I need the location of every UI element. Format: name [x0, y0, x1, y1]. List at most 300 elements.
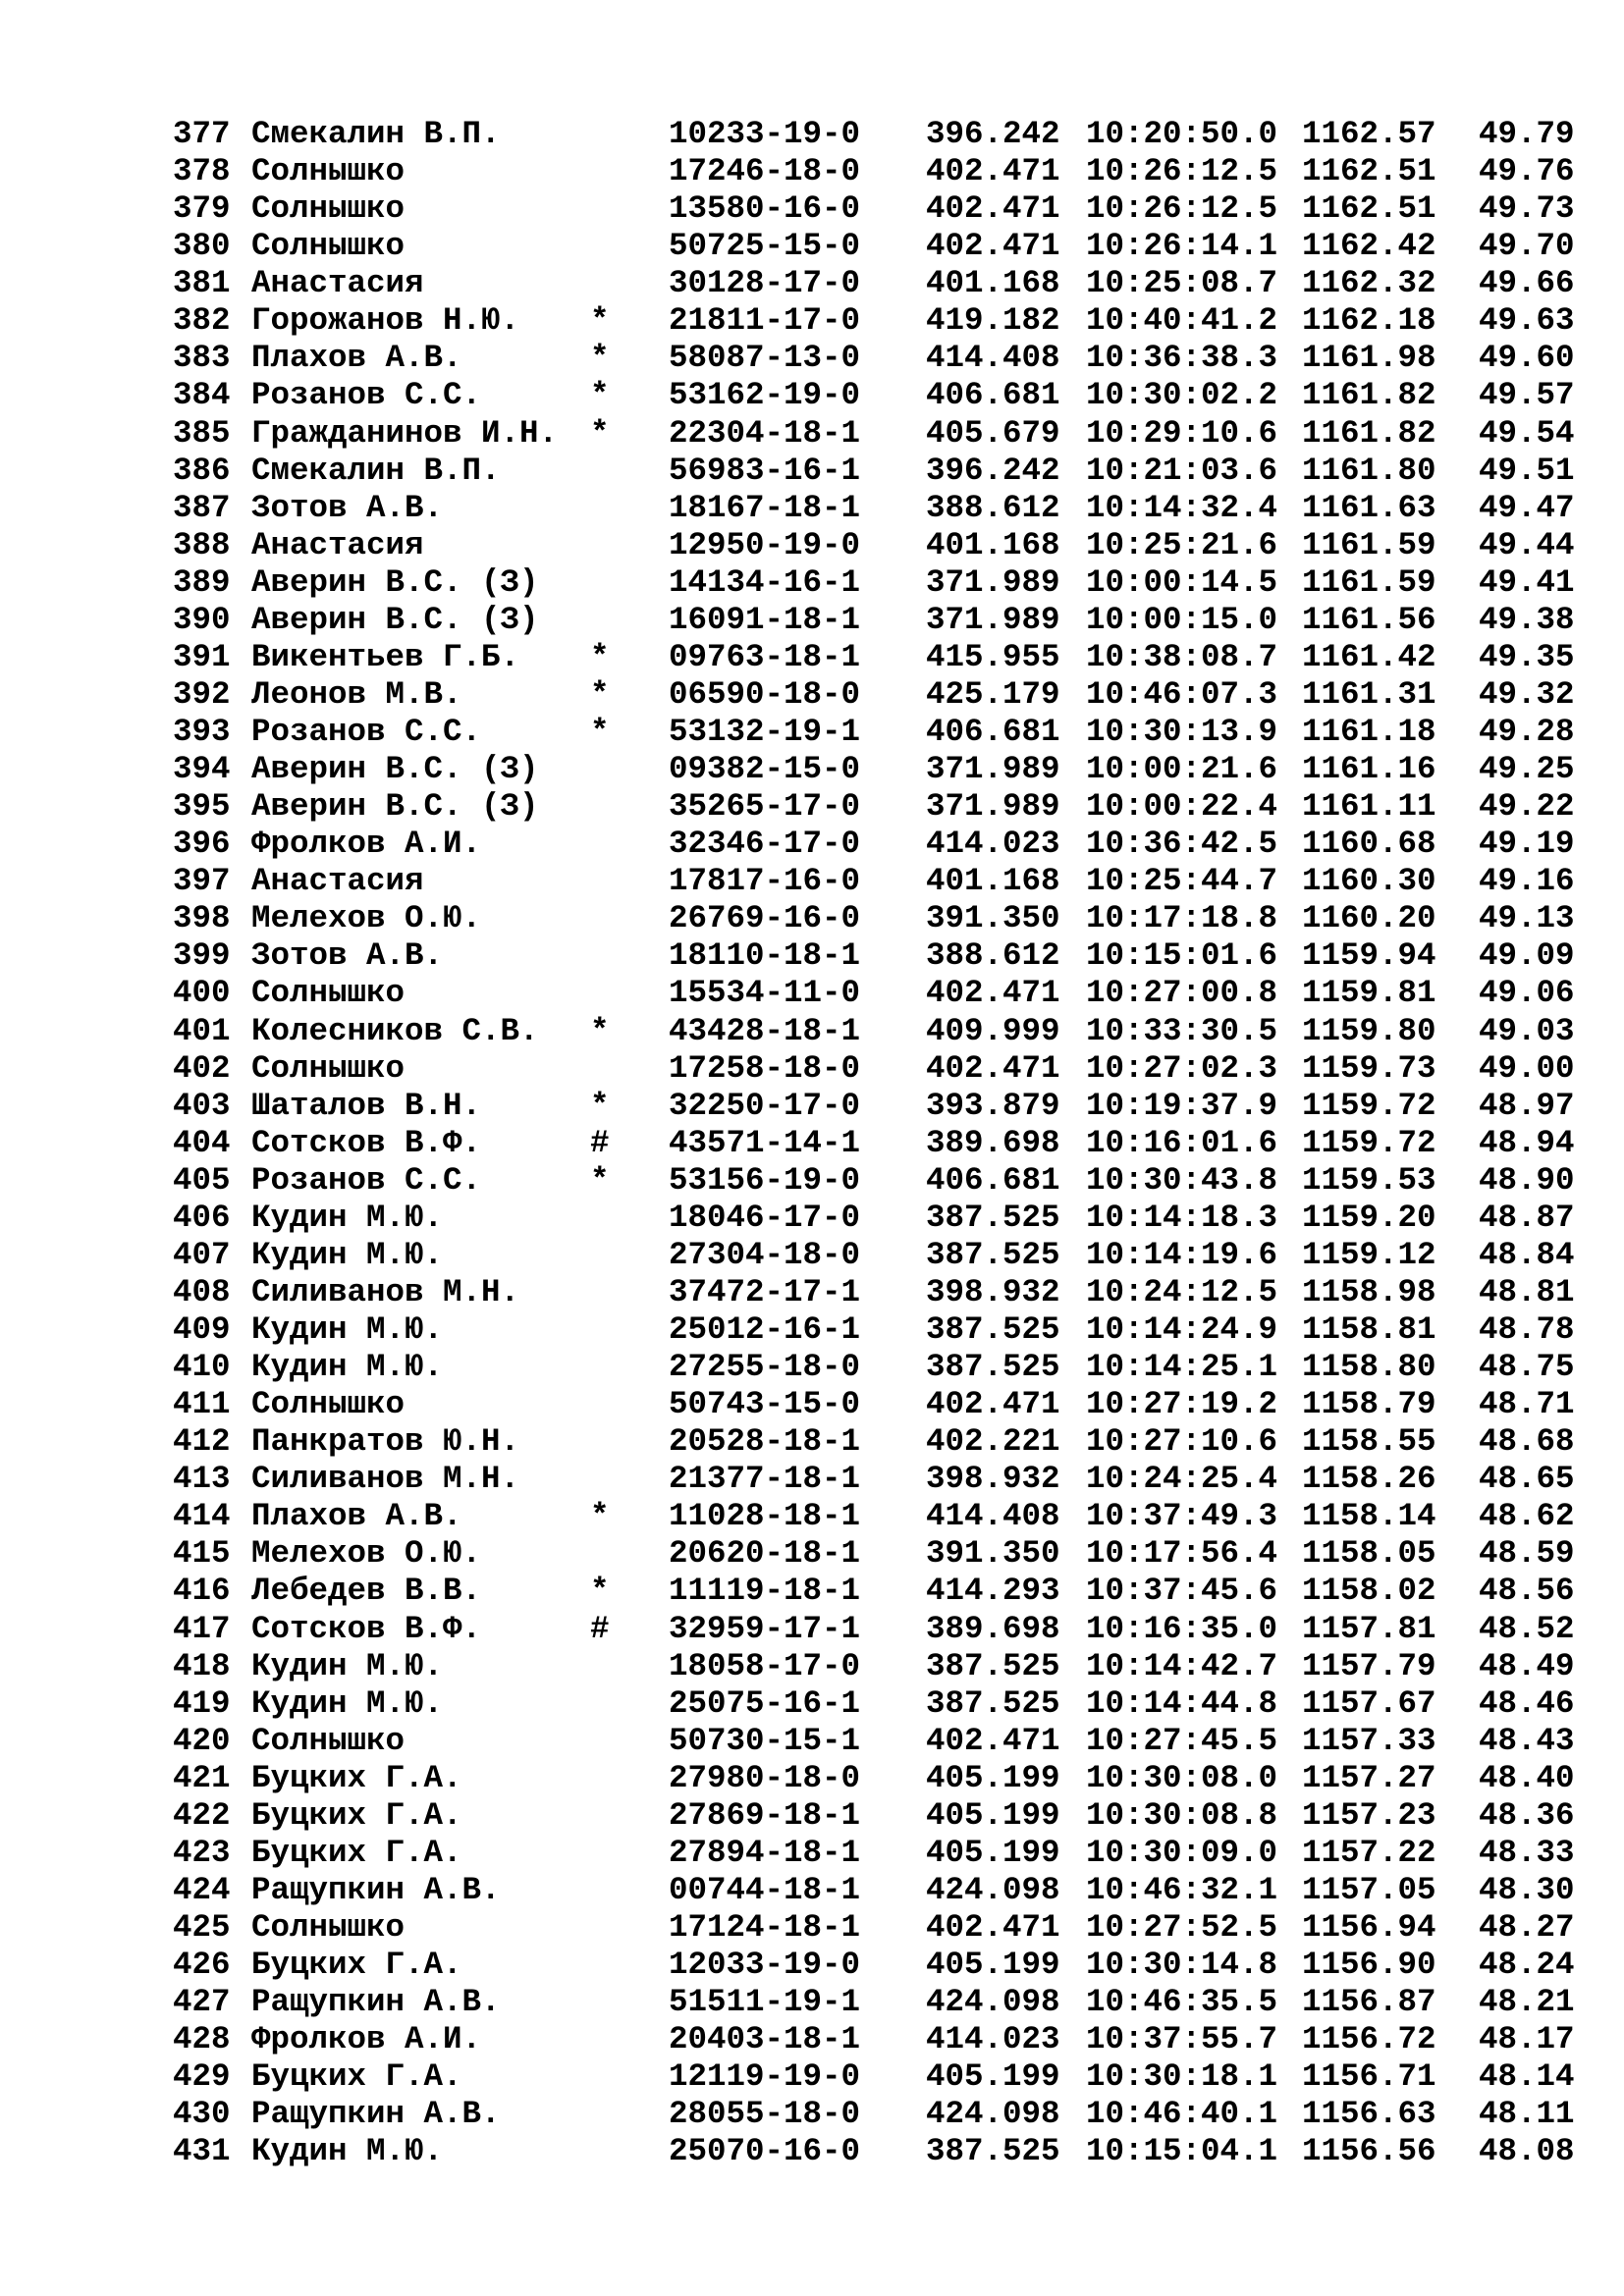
row-mark: *	[590, 714, 610, 750]
row-number: 418	[173, 1647, 231, 1684]
arrival-time: 10:30:08.8	[1086, 1796, 1278, 1834]
arrival-time: 10:25:21.6	[1086, 526, 1278, 563]
row-number: 423	[173, 1834, 231, 1871]
distance: 414.023	[926, 826, 1060, 863]
table-row	[173, 415, 1587, 453]
row-number: 378	[173, 153, 231, 190]
score: 48.75	[1479, 1349, 1575, 1386]
row-number: 398	[173, 900, 231, 937]
distance: 402.471	[926, 190, 1060, 228]
owner-name: Солнышко	[251, 1909, 406, 1946]
table-row	[173, 1162, 1587, 1200]
arrival-time: 10:14:19.6	[1086, 1236, 1278, 1273]
score: 48.90	[1479, 1161, 1575, 1199]
score: 49.32	[1479, 675, 1575, 713]
ring-number: 25012-16-1	[669, 1311, 861, 1348]
row-number: 380	[173, 228, 231, 265]
distance: 402.471	[926, 1386, 1060, 1423]
arrival-time: 10:38:08.7	[1086, 638, 1278, 675]
distance: 389.698	[926, 1124, 1060, 1161]
ring-number: 00744-18-1	[669, 1871, 861, 1908]
score: 48.59	[1479, 1535, 1575, 1573]
arrival-time: 10:30:09.0	[1086, 1834, 1278, 1871]
table-row	[173, 1760, 1587, 1797]
score: 49.57	[1479, 377, 1575, 414]
row-number: 427	[173, 1984, 231, 2021]
distance: 402.471	[926, 975, 1060, 1012]
distance: 405.199	[926, 1796, 1060, 1834]
owner-name: Солнышко	[251, 1049, 406, 1087]
owner-name: Солнышко	[251, 190, 406, 228]
speed: 1158.05	[1302, 1535, 1436, 1573]
distance: 371.989	[926, 751, 1060, 788]
ring-number: 26769-16-0	[669, 900, 861, 937]
row-number: 428	[173, 2021, 231, 2058]
row-number: 400	[173, 975, 231, 1012]
speed: 1159.73	[1302, 1049, 1436, 1087]
score: 48.36	[1479, 1796, 1575, 1834]
score: 48.71	[1479, 1386, 1575, 1423]
owner-name: Фролков А.И.	[251, 2021, 482, 2058]
row-number: 430	[173, 2096, 231, 2133]
speed: 1156.63	[1302, 2096, 1436, 2133]
score: 49.00	[1479, 1049, 1575, 1087]
distance: 401.168	[926, 526, 1060, 563]
ring-number: 13580-16-0	[669, 190, 861, 228]
arrival-time: 10:19:37.9	[1086, 1087, 1278, 1124]
score: 48.81	[1479, 1273, 1575, 1310]
speed: 1161.18	[1302, 714, 1436, 750]
score: 48.08	[1479, 2133, 1575, 2170]
arrival-time: 10:00:15.0	[1086, 601, 1278, 638]
arrival-time: 10:24:25.4	[1086, 1461, 1278, 1498]
table-row	[173, 788, 1587, 826]
speed: 1159.80	[1302, 1012, 1436, 1049]
speed: 1159.72	[1302, 1087, 1436, 1124]
owner-name: Леонов М.В.	[251, 675, 462, 713]
distance: 406.681	[926, 1161, 1060, 1199]
distance: 398.932	[926, 1273, 1060, 1310]
table-row	[173, 1311, 1587, 1349]
ring-number: 11119-18-1	[669, 1573, 861, 1610]
table-row	[173, 1498, 1587, 1535]
owner-name: Плахов А.В.	[251, 1498, 462, 1535]
owner-name: Силиванов М.Н.	[251, 1273, 520, 1310]
arrival-time: 10:15:01.6	[1086, 937, 1278, 975]
row-number: 415	[173, 1535, 231, 1573]
owner-name: Ращупкин А.В.	[251, 1871, 501, 1908]
table-row	[173, 1947, 1587, 1984]
arrival-time: 10:27:19.2	[1086, 1386, 1278, 1423]
row-mark: *	[590, 675, 610, 713]
speed: 1156.56	[1302, 2133, 1436, 2170]
score: 49.60	[1479, 340, 1575, 377]
score: 48.27	[1479, 1909, 1575, 1946]
speed: 1158.14	[1302, 1498, 1436, 1535]
row-mark: #	[590, 1610, 610, 1647]
ring-number: 18167-18-1	[669, 489, 861, 526]
table-row	[173, 228, 1587, 265]
owner-name: Буцких Г.А.	[251, 1947, 462, 1984]
speed: 1159.12	[1302, 1236, 1436, 1273]
score: 48.49	[1479, 1647, 1575, 1684]
speed: 1161.82	[1302, 377, 1436, 414]
owner-name: Лебедев В.В.	[251, 1573, 482, 1610]
distance: 387.525	[926, 1311, 1060, 1348]
row-number: 403	[173, 1087, 231, 1124]
speed: 1158.79	[1302, 1386, 1436, 1423]
distance: 387.525	[926, 1236, 1060, 1273]
score: 48.94	[1479, 1124, 1575, 1161]
owner-name: Анастасия	[251, 526, 424, 563]
arrival-time: 10:27:45.5	[1086, 1722, 1278, 1759]
arrival-time: 10:27:02.3	[1086, 1049, 1278, 1087]
arrival-time: 10:00:21.6	[1086, 751, 1278, 788]
table-row	[173, 1835, 1587, 1872]
arrival-time: 10:33:30.5	[1086, 1012, 1278, 1049]
arrival-time: 10:14:24.9	[1086, 1311, 1278, 1348]
row-number: 397	[173, 863, 231, 900]
arrival-time: 10:46:32.1	[1086, 1871, 1278, 1908]
table-row	[173, 2133, 1587, 2170]
table-row	[173, 826, 1587, 863]
distance: 414.408	[926, 340, 1060, 377]
ring-number: 27894-18-1	[669, 1834, 861, 1871]
speed: 1161.11	[1302, 788, 1436, 826]
row-number: 416	[173, 1573, 231, 1610]
owner-name: Плахов А.В.	[251, 340, 462, 377]
row-number: 405	[173, 1161, 231, 1199]
ring-number: 09763-18-1	[669, 638, 861, 675]
owner-name: Кудин М.Ю.	[251, 2133, 444, 2170]
ring-number: 43571-14-1	[669, 1124, 861, 1161]
distance: 398.932	[926, 1461, 1060, 1498]
table-row	[173, 1088, 1587, 1125]
ring-number: 50730-15-1	[669, 1722, 861, 1759]
speed: 1157.23	[1302, 1796, 1436, 1834]
arrival-time: 10:20:50.0	[1086, 116, 1278, 152]
score: 48.21	[1479, 1984, 1575, 2021]
ring-number: 27304-18-0	[669, 1236, 861, 1273]
ring-number: 17817-16-0	[669, 863, 861, 900]
speed: 1161.56	[1302, 601, 1436, 638]
speed: 1160.68	[1302, 826, 1436, 863]
speed: 1162.51	[1302, 190, 1436, 228]
distance: 424.098	[926, 2096, 1060, 2133]
row-number: 389	[173, 563, 231, 601]
table-row	[173, 937, 1587, 975]
speed: 1161.59	[1302, 526, 1436, 563]
score: 48.84	[1479, 1236, 1575, 1273]
ring-number: 20403-18-1	[669, 2021, 861, 2058]
table-row	[173, 377, 1587, 414]
score: 49.54	[1479, 414, 1575, 452]
distance: 409.999	[926, 1012, 1060, 1049]
table-row	[173, 1984, 1587, 2021]
score: 48.17	[1479, 2021, 1575, 2058]
distance: 415.955	[926, 638, 1060, 675]
table-row	[173, 714, 1587, 751]
score: 48.62	[1479, 1498, 1575, 1535]
arrival-time: 10:30:43.8	[1086, 1161, 1278, 1199]
row-mark: *	[590, 340, 610, 377]
owner-name: Мелехов О.Ю.	[251, 900, 482, 937]
owner-name: Аверин В.С. (З)	[251, 563, 539, 601]
distance: 402.471	[926, 153, 1060, 190]
distance: 401.168	[926, 863, 1060, 900]
arrival-time: 10:36:38.3	[1086, 340, 1278, 377]
owner-name: Солнышко	[251, 1386, 406, 1423]
owner-name: Зотов А.В.	[251, 489, 444, 526]
distance: 405.199	[926, 2058, 1060, 2096]
row-number: 417	[173, 1610, 231, 1647]
arrival-time: 10:26:14.1	[1086, 228, 1278, 265]
arrival-time: 10:14:25.1	[1086, 1349, 1278, 1386]
speed: 1161.82	[1302, 414, 1436, 452]
score: 49.70	[1479, 228, 1575, 265]
score: 49.06	[1479, 975, 1575, 1012]
row-mark: *	[590, 377, 610, 414]
ring-number: 17258-18-0	[669, 1049, 861, 1087]
table-row	[173, 1573, 1587, 1610]
row-mark: *	[590, 1012, 610, 1049]
distance: 371.989	[926, 601, 1060, 638]
ring-number: 25075-16-1	[669, 1684, 861, 1722]
arrival-time: 10:21:03.6	[1086, 452, 1278, 489]
distance: 402.471	[926, 1909, 1060, 1946]
ring-number: 50725-15-0	[669, 228, 861, 265]
ring-number: 14134-16-1	[669, 563, 861, 601]
score: 49.51	[1479, 452, 1575, 489]
row-number: 394	[173, 751, 231, 788]
table-row	[173, 1050, 1587, 1088]
owner-name: Кудин М.Ю.	[251, 1311, 444, 1348]
ring-number: 37472-17-1	[669, 1273, 861, 1310]
owner-name: Аверин В.С. (З)	[251, 751, 539, 788]
row-number: 412	[173, 1423, 231, 1461]
score: 49.09	[1479, 937, 1575, 975]
ring-number: 18110-18-1	[669, 937, 861, 975]
distance: 391.350	[926, 1535, 1060, 1573]
score: 48.33	[1479, 1834, 1575, 1871]
ring-number: 20528-18-1	[669, 1423, 861, 1461]
distance: 387.525	[926, 2133, 1060, 2170]
row-number: 425	[173, 1909, 231, 1946]
owner-name: Буцких Г.А.	[251, 2058, 462, 2096]
distance: 401.168	[926, 265, 1060, 302]
distance: 387.525	[926, 1349, 1060, 1386]
row-number: 386	[173, 452, 231, 489]
speed: 1162.51	[1302, 153, 1436, 190]
ring-number: 32346-17-0	[669, 826, 861, 863]
arrival-time: 10:14:18.3	[1086, 1199, 1278, 1236]
distance: 389.698	[926, 1610, 1060, 1647]
results-table	[173, 116, 1587, 2170]
ring-number: 17246-18-0	[669, 153, 861, 190]
table-row	[173, 1200, 1587, 1237]
ring-number: 21811-17-0	[669, 302, 861, 340]
ring-number: 20620-18-1	[669, 1535, 861, 1573]
owner-name: Кудин М.Ю.	[251, 1684, 444, 1722]
row-number: 408	[173, 1273, 231, 1310]
table-row	[173, 1125, 1587, 1162]
owner-name: Панкратов Ю.Н.	[251, 1423, 520, 1461]
owner-name: Ращупкин А.В.	[251, 2096, 501, 2133]
table-row	[173, 639, 1587, 676]
owner-name: Аверин В.С. (З)	[251, 601, 539, 638]
distance: 405.679	[926, 414, 1060, 452]
row-number: 402	[173, 1049, 231, 1087]
speed: 1158.26	[1302, 1461, 1436, 1498]
ring-number: 50743-15-0	[669, 1386, 861, 1423]
row-number: 419	[173, 1684, 231, 1722]
speed: 1156.72	[1302, 2021, 1436, 2058]
owner-name: Зотов А.В.	[251, 937, 444, 975]
speed: 1158.02	[1302, 1573, 1436, 1610]
score: 48.24	[1479, 1947, 1575, 1984]
ring-number: 32250-17-0	[669, 1087, 861, 1124]
arrival-time: 10:14:44.8	[1086, 1684, 1278, 1722]
row-number: 393	[173, 714, 231, 750]
row-mark: *	[590, 302, 610, 340]
ring-number: 28055-18-0	[669, 2096, 861, 2133]
score: 48.78	[1479, 1311, 1575, 1348]
row-number: 384	[173, 377, 231, 414]
speed: 1156.90	[1302, 1947, 1436, 1984]
distance: 387.525	[926, 1647, 1060, 1684]
speed: 1156.94	[1302, 1909, 1436, 1946]
ring-number: 06590-18-0	[669, 675, 861, 713]
table-row	[173, 1685, 1587, 1723]
speed: 1158.80	[1302, 1349, 1436, 1386]
owner-name: Анастасия	[251, 863, 424, 900]
table-row	[173, 490, 1587, 527]
table-row	[173, 1648, 1587, 1685]
row-mark: *	[590, 638, 610, 675]
table-row	[173, 751, 1587, 788]
table-row	[173, 1909, 1587, 1947]
table-row	[173, 190, 1587, 228]
row-number: 414	[173, 1498, 231, 1535]
ring-number: 53156-19-0	[669, 1161, 861, 1199]
speed: 1161.16	[1302, 751, 1436, 788]
table-row	[173, 1013, 1587, 1050]
row-number: 413	[173, 1461, 231, 1498]
ring-number: 10233-19-0	[669, 116, 861, 152]
score: 48.40	[1479, 1759, 1575, 1796]
row-mark: *	[590, 1087, 610, 1124]
distance: 406.681	[926, 377, 1060, 414]
ring-number: 22304-18-1	[669, 414, 861, 452]
arrival-time: 10:36:42.5	[1086, 826, 1278, 863]
distance: 405.199	[926, 1834, 1060, 1871]
table-row	[173, 975, 1587, 1012]
distance: 402.471	[926, 1722, 1060, 1759]
ring-number: 35265-17-0	[669, 788, 861, 826]
table-row	[173, 2096, 1587, 2133]
distance: 402.221	[926, 1423, 1060, 1461]
table-row	[173, 340, 1587, 377]
arrival-time: 10:46:40.1	[1086, 2096, 1278, 2133]
speed: 1158.55	[1302, 1423, 1436, 1461]
row-number: 407	[173, 1236, 231, 1273]
score: 49.28	[1479, 714, 1575, 750]
speed: 1156.87	[1302, 1984, 1436, 2021]
table-row	[173, 1535, 1587, 1573]
score: 49.13	[1479, 900, 1575, 937]
row-number: 421	[173, 1759, 231, 1796]
owner-name: Шаталов В.Н.	[251, 1087, 482, 1124]
arrival-time: 10:00:22.4	[1086, 788, 1278, 826]
score: 49.41	[1479, 563, 1575, 601]
distance: 393.879	[926, 1087, 1060, 1124]
table-row	[173, 153, 1587, 190]
arrival-time: 10:37:45.6	[1086, 1573, 1278, 1610]
row-number: 379	[173, 190, 231, 228]
table-row	[173, 2058, 1587, 2096]
arrival-time: 10:14:42.7	[1086, 1647, 1278, 1684]
ring-number: 25070-16-0	[669, 2133, 861, 2170]
arrival-time: 10:29:10.6	[1086, 414, 1278, 452]
row-number: 410	[173, 1349, 231, 1386]
speed: 1157.27	[1302, 1759, 1436, 1796]
ring-number: 18058-17-0	[669, 1647, 861, 1684]
score: 49.35	[1479, 638, 1575, 675]
score: 48.11	[1479, 2096, 1575, 2133]
score: 48.68	[1479, 1423, 1575, 1461]
table-row	[173, 527, 1587, 564]
ring-number: 18046-17-0	[669, 1199, 861, 1236]
score: 49.44	[1479, 526, 1575, 563]
owner-name: Розанов С.С.	[251, 377, 482, 414]
row-number: 390	[173, 601, 231, 638]
row-number: 383	[173, 340, 231, 377]
ring-number: 32959-17-1	[669, 1610, 861, 1647]
table-row	[173, 1237, 1587, 1274]
owner-name: Буцких Г.А.	[251, 1796, 462, 1834]
arrival-time: 10:17:18.8	[1086, 900, 1278, 937]
ring-number: 12950-19-0	[669, 526, 861, 563]
row-number: 409	[173, 1311, 231, 1348]
distance: 387.525	[926, 1199, 1060, 1236]
table-row	[173, 863, 1587, 900]
arrival-time: 10:16:35.0	[1086, 1610, 1278, 1647]
ring-number: 30128-17-0	[669, 265, 861, 302]
owner-name: Розанов С.С.	[251, 1161, 482, 1199]
row-number: 411	[173, 1386, 231, 1423]
distance: 414.408	[926, 1498, 1060, 1535]
arrival-time: 10:30:08.0	[1086, 1759, 1278, 1796]
table-row	[173, 2021, 1587, 2058]
distance: 388.612	[926, 937, 1060, 975]
owner-name: Горожанов Н.Ю.	[251, 302, 520, 340]
table-row	[173, 1611, 1587, 1648]
speed: 1156.71	[1302, 2058, 1436, 2096]
score: 48.43	[1479, 1722, 1575, 1759]
ring-number: 53132-19-1	[669, 714, 861, 750]
table-row	[173, 453, 1587, 490]
distance: 405.199	[926, 1759, 1060, 1796]
distance: 406.681	[926, 714, 1060, 750]
row-number: 399	[173, 937, 231, 975]
speed: 1161.80	[1302, 452, 1436, 489]
score: 48.52	[1479, 1610, 1575, 1647]
table-row	[173, 1461, 1587, 1498]
ring-number: 12119-19-0	[669, 2058, 861, 2096]
row-number: 420	[173, 1722, 231, 1759]
arrival-time: 10:15:04.1	[1086, 2133, 1278, 2170]
owner-name: Смекалин В.П.	[251, 452, 501, 489]
